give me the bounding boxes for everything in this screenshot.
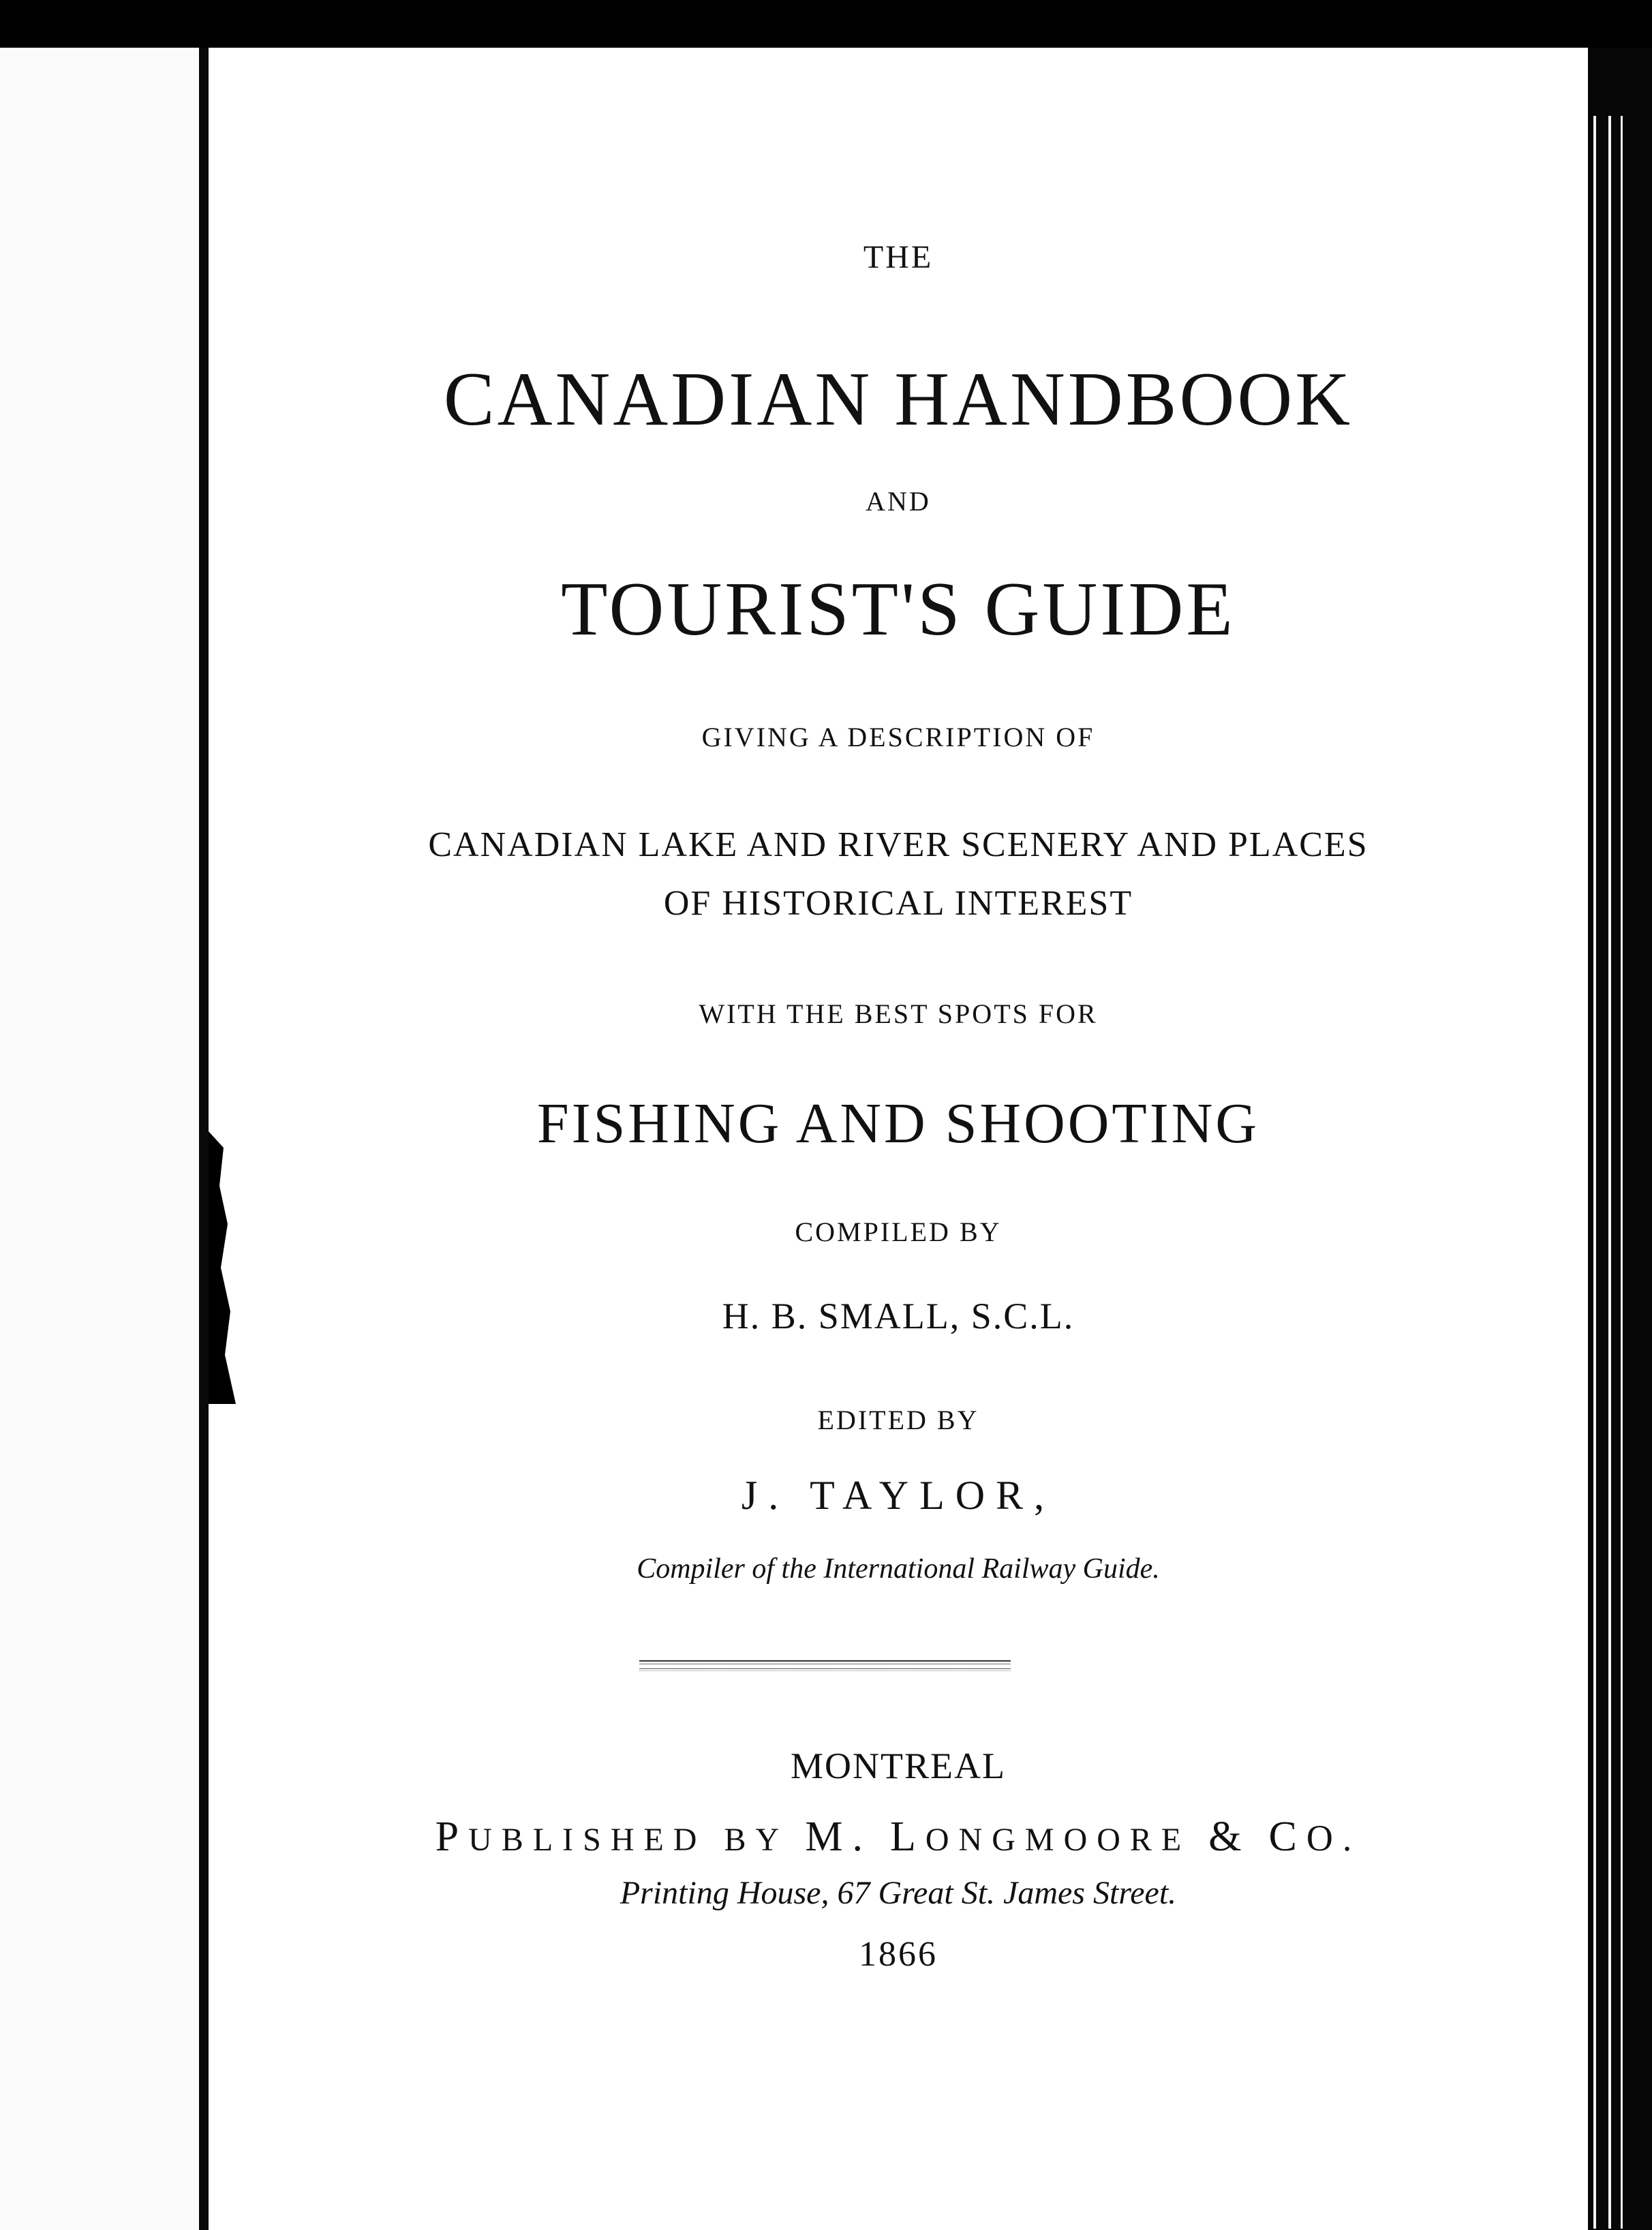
publisher-name-cap: L: [890, 1814, 926, 1860]
publisher-co-cap: C: [1268, 1814, 1306, 1860]
description-line-2: OF HISTORICAL INTEREST: [663, 884, 1133, 923]
title-conjunction: AND: [866, 486, 931, 517]
page-edge-line: [1621, 116, 1623, 2229]
page-edge-dark: [1588, 48, 1652, 2230]
publisher-ampersand: &: [1208, 1814, 1251, 1860]
page-edge-line: [1608, 116, 1611, 2229]
imprint-city: MONTREAL: [791, 1745, 1006, 1786]
facing-page-edge: [0, 48, 199, 2230]
edited-by-label: EDITED BY: [817, 1405, 979, 1435]
publisher-word-cap: P: [435, 1814, 469, 1860]
publisher-name-rest: ONGMOORE: [925, 1822, 1191, 1858]
publisher-co-rest: O.: [1306, 1818, 1362, 1859]
publisher-by: BY: [724, 1822, 788, 1858]
description-line-1: CANADIAN LAKE AND RIVER SCENERY AND PLACES: [428, 825, 1368, 864]
imprint-year: 1866: [859, 1935, 938, 1974]
title-article: THE: [863, 239, 934, 275]
publisher-initial: M.: [805, 1814, 873, 1860]
page-edge-line: [1593, 116, 1596, 2229]
divider-rule: [639, 1660, 1011, 1664]
divider-rule: [639, 1668, 1011, 1671]
imprint-address: Printing House, 67 Great St. James Street.: [620, 1875, 1177, 1911]
editor-credit: Compiler of the International Railway Guide.: [637, 1553, 1160, 1585]
compiler-name: H. B. SMALL, S.C.L.: [722, 1296, 1075, 1337]
publisher-word-rest: UBLISHED: [468, 1822, 707, 1858]
subtitle-fishing: FISHING AND SHOOTING: [536, 1092, 1260, 1155]
imprint-publisher: [209, 1813, 1588, 1861]
title-second: TOURIST'S GUIDE: [561, 567, 1236, 652]
compiled-by-label: COMPILED BY: [795, 1217, 1002, 1247]
subtitle-best-spots: WITH THE BEST SPOTS FOR: [699, 998, 1098, 1029]
editor-name: J. TAYLOR,: [741, 1473, 1056, 1518]
subtitle-giving: GIVING A DESCRIPTION OF: [701, 722, 1095, 752]
title-main: CANADIAN HANDBOOK: [443, 357, 1353, 442]
book-gutter: [199, 48, 209, 2230]
